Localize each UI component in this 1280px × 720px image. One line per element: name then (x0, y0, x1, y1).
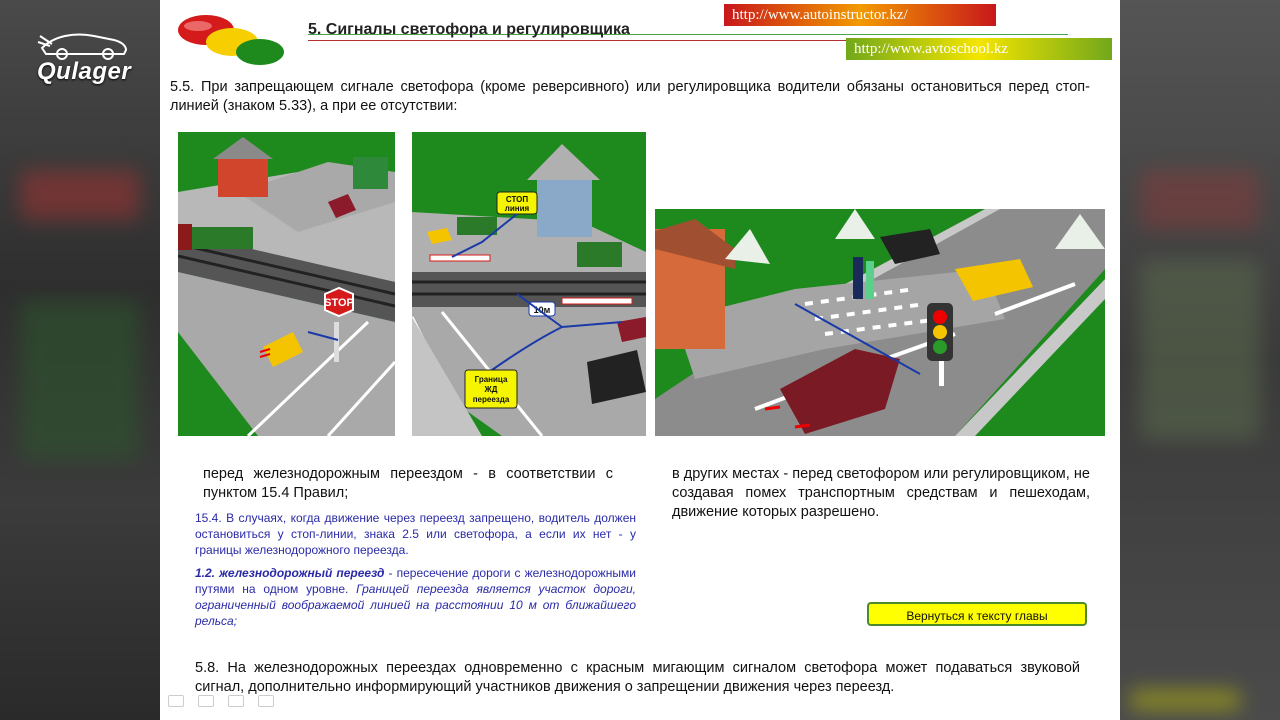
railway-crossing-definition (195, 565, 636, 629)
viewer-toolbar (168, 694, 288, 712)
definition-term: 1.2. железнодорожный переезд (195, 566, 385, 580)
background-blob (1130, 690, 1240, 710)
stop-sign-label: STOP (324, 297, 354, 309)
stop-line-label-1: СТОП (505, 195, 529, 204)
background-blob (1140, 170, 1260, 230)
intersection-illustration (655, 209, 1105, 436)
traffic-light-logo-icon (174, 8, 286, 66)
document-page (160, 0, 1120, 720)
border-label-3: переезда (472, 395, 510, 404)
left-column-text: перед железнодорожным переездом - в соответствии с пунктом 15.4 Правил; (203, 466, 613, 501)
stop-line-label-2: линия (504, 204, 530, 213)
back-to-chapter-button[interactable]: Вернуться к тексту главы (867, 602, 1087, 626)
pen-icon[interactable] (198, 695, 214, 707)
chat-icon[interactable] (258, 695, 274, 707)
definition-body: - пересечение дороги с железнодорожными путями на одном уровне. (195, 566, 636, 596)
rule-15-4-note: 15.4. В случаях, когда движение через переезд запрещено, водитель должен остановиться у стоп-линии, знака 2.5 или светофора, а если их нет - у границы железнодорожного переезда. (195, 511, 636, 557)
distance-label: 10м (533, 305, 551, 315)
railway-crossing-illustration-1 (178, 132, 395, 436)
page-title: 5. Сигналы светофора и регулировщика (308, 21, 630, 38)
right-column-text: в других местах - перед светофором или регулировщиком, не создавая помех транспортным средствам и пешеходам, движение которых разрешено. (672, 466, 1090, 520)
railway-crossing-illustration-2 (412, 132, 646, 436)
border-label-2: ЖД (484, 385, 498, 394)
avtoschool-link[interactable]: http://www.avtoschool.kz (846, 38, 1112, 60)
background-blob (1140, 260, 1260, 440)
border-label-1: Граница (474, 375, 508, 384)
menu-icon[interactable] (228, 695, 244, 707)
autoinstructor-link[interactable]: http://www.autoinstructor.kz/ (724, 4, 996, 26)
watermark-logo-text: Qulager (37, 58, 132, 85)
intro-paragraph: 5.5. При запрещающем сигнале светофора (кроме реверсивного) или регулировщика водители обязаны остановиться перед стоп-линией (знаком 5.33), а при ее отсутствии: (170, 79, 1090, 114)
background-blob (20, 170, 140, 220)
definition-italic: Границей переезда является участок дороги, ограниченный воображаемой линией на расстоянии 10 м от ближайшего рельса; (195, 582, 636, 628)
comment-icon[interactable] (168, 695, 184, 707)
footer-paragraph: 5.8. На железнодорожных переездах одновременно с красным мигающим сигналом светофора может подаваться звуковой сигнал, дополнительно информирующий участников движения о запрещении движения через переезд. (195, 660, 1080, 695)
background-blob (20, 300, 140, 460)
